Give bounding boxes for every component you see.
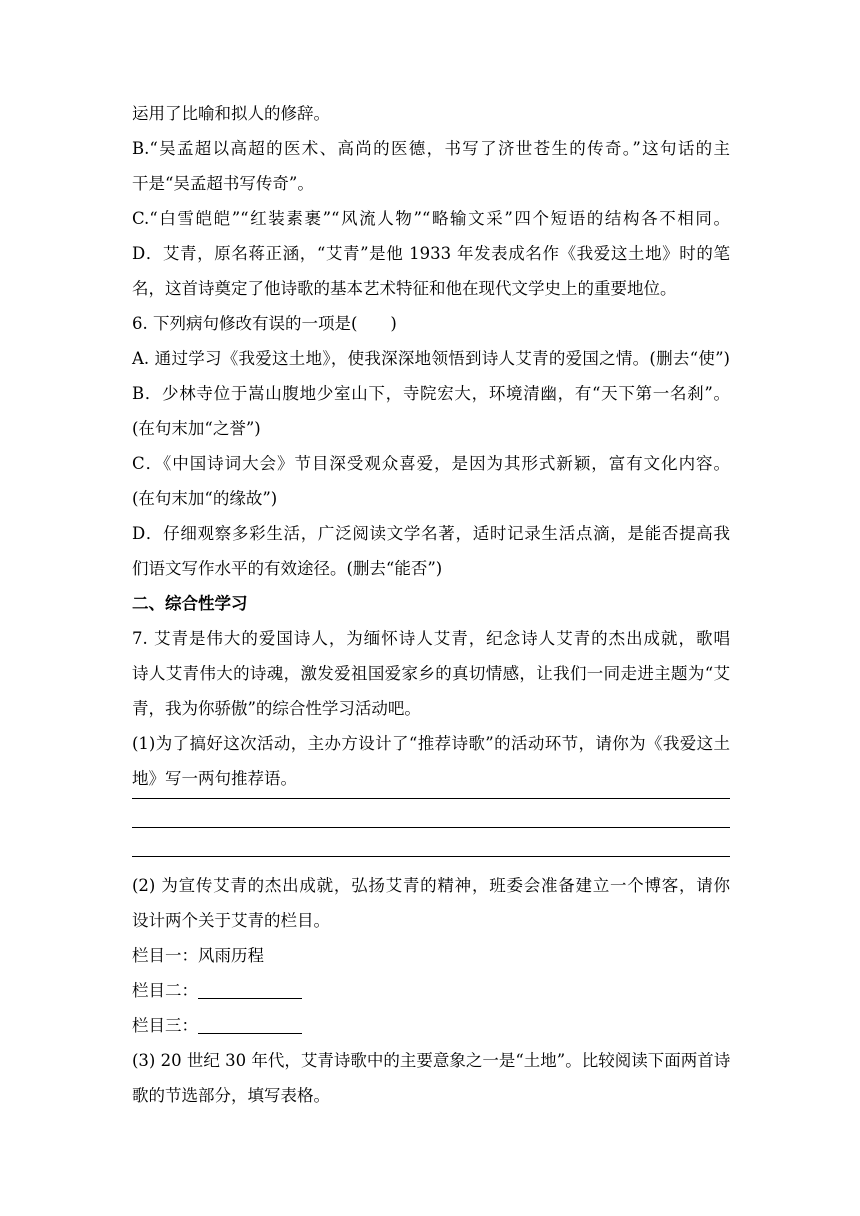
column-one: 栏目一：风雨历程 bbox=[132, 946, 264, 965]
text-line: 设计两个关于艾青的栏目。 bbox=[132, 911, 330, 930]
column-two-blank[interactable] bbox=[198, 998, 302, 999]
question-6-title: 6. 下列病句修改有误的一项是( ) bbox=[132, 314, 397, 333]
q6-option-c: C．《中国诗词大会》节目深受观众喜爱，是因为其形式新颖，富有文化内容。 bbox=[132, 454, 730, 473]
answer-line[interactable] bbox=[132, 798, 730, 799]
q6-option-b: B．少林寺位于嵩山腹地少室山下，寺院宏大，环境清幽，有“天下第一名刹”。 bbox=[132, 384, 730, 403]
question-7-3: (3) 20 世纪 30 年代，艾青诗歌中的主要意象之一是“土地”。比较阅读下面两首诗 bbox=[132, 1051, 731, 1070]
option-c-text: C.“白雪皑皑”“红装素裹”“风流人物”“略输文采”四个短语的结构各不相同。 bbox=[132, 209, 730, 228]
q6-option-a: A. 通过学习《我爱这土地》，使我深深地领悟到诗人艾青的爱国之情。(删去“使”) bbox=[132, 349, 730, 368]
text-line: (在句末加“之誉”) bbox=[132, 419, 261, 438]
text-line: 干是“吴孟超书写传奇”。 bbox=[132, 174, 314, 193]
text-line: 歌的节选部分，填写表格。 bbox=[132, 1086, 330, 1105]
text-line: 地》写一两句推荐语。 bbox=[132, 769, 297, 788]
text-line: 们语文写作水平的有效途径。(删去“能否”) bbox=[132, 559, 443, 578]
text-line: 诗人艾青伟大的诗魂，激发爱祖国爱家乡的真切情感，让我们一同走进主题为“艾 bbox=[132, 664, 730, 683]
answer-line[interactable] bbox=[132, 856, 730, 857]
column-three-row bbox=[132, 1016, 730, 1036]
question-7-intro: 7. 艾青是伟大的爱国诗人，为缅怀诗人艾青，纪念诗人艾青的杰出成就，歌唱 bbox=[132, 629, 730, 648]
column-three-blank[interactable] bbox=[198, 1033, 302, 1034]
answer-line[interactable] bbox=[132, 827, 730, 828]
section-heading: 二、综合性学习 bbox=[132, 594, 248, 613]
text-line: 青，我为你骄傲”的综合性学习活动吧。 bbox=[132, 699, 421, 718]
question-7-2: (2) 为宣传艾青的杰出成就，弘扬艾青的精神，班委会准备建立一个博客，请你 bbox=[132, 876, 730, 895]
option-d-text: D．艾青，原名蒋正涵，“艾青”是他 1933 年发表成名作《我爱这土地》时的笔 bbox=[132, 244, 730, 263]
column-two-row bbox=[132, 981, 730, 1001]
text-line: 名，这首诗奠定了他诗歌的基本艺术特征和他在现代文学史上的重要地位。 bbox=[132, 279, 677, 298]
option-b-text: B.“吴孟超以高超的医术、高尚的医德，书写了济世苍生的传奇。”这句话的主 bbox=[132, 139, 730, 158]
question-7-1: (1)为了搞好这次活动，主办方设计了“推荐诗歌”的活动环节，请你为《我爱这土 bbox=[132, 734, 730, 753]
q6-option-d: D．仔细观察多彩生活，广泛阅读文学名著，适时记录生活点滴，是能否提高我 bbox=[132, 524, 730, 543]
text-line: 运用了比喻和拟人的修辞。 bbox=[132, 104, 330, 123]
column-two-label: 栏目二： bbox=[132, 981, 198, 1000]
text-line: (在句末加“的缘故”) bbox=[132, 489, 278, 508]
column-three-label: 栏目三： bbox=[132, 1016, 198, 1035]
